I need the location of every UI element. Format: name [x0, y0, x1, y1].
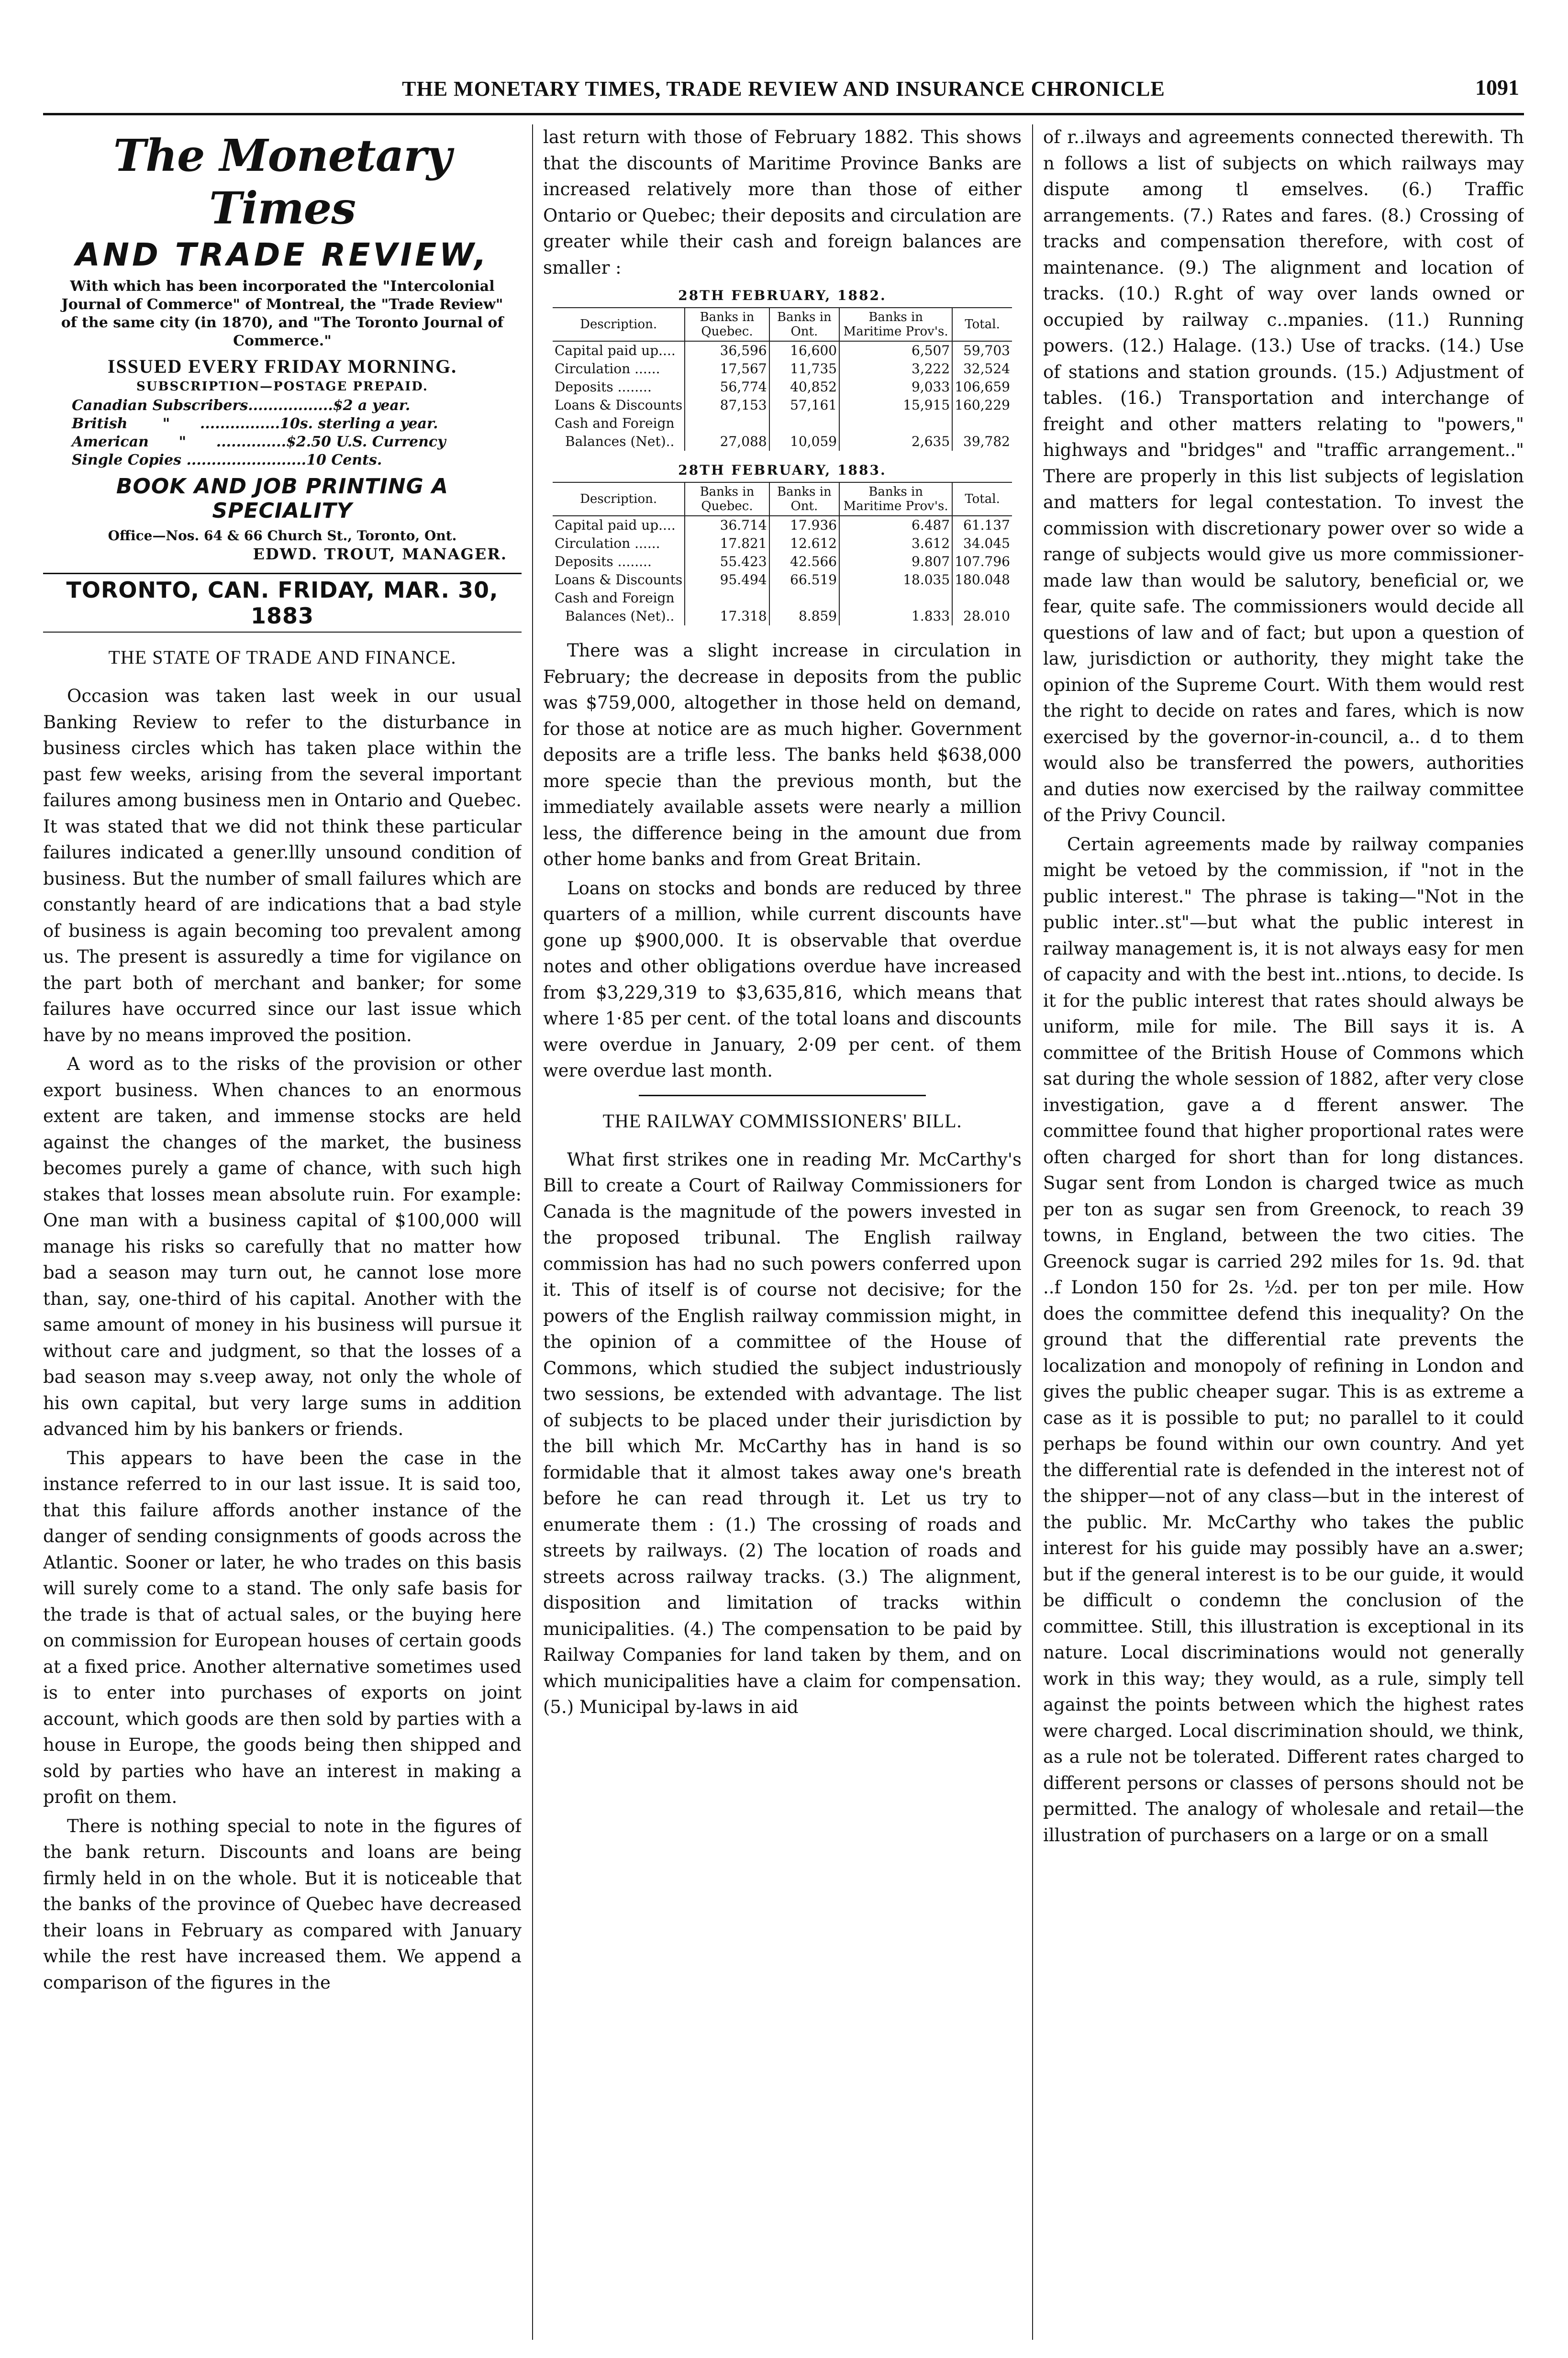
table-cell: 27,088	[685, 433, 769, 451]
row-label: Capital paid up....	[555, 517, 676, 533]
masthead-note: With which has been incorporated the "Intercolonial Journal of Commerce" of Montreal, the "Trade Review" of the same city (in 1870), and "The Toronto Journal of Commerce."	[61, 278, 504, 349]
article-heading-trade: THE STATE OF TRADE AND FINANCE.	[108, 646, 456, 668]
dateline: TORONTO, CAN. FRIDAY, MAR. 30, 1883	[66, 577, 499, 629]
column-rule-1	[532, 124, 533, 2340]
table-cell: 3.612	[839, 534, 952, 553]
table-cell: 15,915	[839, 396, 952, 414]
dateline-rule	[43, 632, 522, 633]
row-label: Circulation ......	[555, 535, 660, 551]
running-head	[43, 72, 1524, 110]
header-rule	[43, 113, 1524, 115]
table-row	[553, 607, 1012, 625]
table-cell: 57,161	[769, 396, 839, 414]
table-cell: 36.714	[685, 516, 769, 534]
masthead-name: The Monetary Times	[113, 130, 452, 234]
column-2	[543, 124, 1022, 2340]
column-3	[1043, 124, 1524, 2340]
row-label: Cash and Foreign	[555, 415, 675, 431]
column-header: Total.	[952, 308, 1012, 341]
table-cell: 18.035	[839, 571, 952, 589]
table-cell: 6.487	[839, 516, 952, 534]
table-cell: 11,735	[769, 360, 839, 378]
row-label: Loans & Discounts	[555, 397, 683, 413]
paragraph: There is nothing special to note in the figures of the bank return. Discounts and loans are being firmly held in on the whole. But it is noticeable that the banks of the province of Quebec have decreased their loans in February as compared with January while the rest have increased them. We append a comparison of the figures in the	[43, 1815, 522, 1993]
table-cell: 95.494	[685, 571, 769, 589]
table-1883-heading: 28TH FEBRUARY, 1883.	[678, 462, 887, 478]
column-header: Banks in Ont.	[769, 482, 839, 516]
table-cell: 10,059	[769, 433, 839, 451]
table-row	[553, 571, 1012, 589]
table-cell: 59,703	[952, 341, 1012, 360]
paragraph: There was a slight increase in circulation in February; the decrease in deposits from the public was $759,000, altogether in those held on demand, for those at notice are as much higher. Government deposits are a trifle less. The banks held $638,000 more specie than the previous month, but the immediately available assets were nearly a million less, the difference being in the amount due from other home banks and from Great Britain.	[543, 640, 1022, 869]
issued-line: ISSUED EVERY FRIDAY MORNING.	[107, 356, 457, 377]
rate-line: American " ..............$2.50 U.S. Currency	[72, 434, 446, 450]
table-row	[553, 589, 1012, 607]
table-cell: 6,507	[839, 341, 952, 360]
subscription-rates	[72, 397, 522, 469]
rate-line: Single Copies ........................10 Cents.	[72, 452, 382, 468]
table-cell: 16,600	[769, 341, 839, 360]
table-cell	[952, 589, 1012, 607]
paragraph: of r..ilways and agreements connected therewith. Th n follows a list of subjects on which railways may dispute among tl emselves. (6.) Traffic arrangements. (7.) Rates and fares. (8.) Crossing of tracks and compensation therefore, with cost of maintenance. (9.) The alignment and location of tracks. (10.) R.ght of way over lands owned or occupied by railway c..mpanies. (11.) Running powers. (12.) Halage. (13.) Use of tracks. (14.) Use of stations and station grounds. (15.) Adjustment of tables. (16.) Transportation and interchange of freight and other matters relating to "powers," highways and "bridges" and "traffic arrangement.." There are properly in this list subjects of legislation and matters for legal contestation. To invest the commission with discretionary power over so wide a range of subjects would give us more commissioner-made law than would be salutory, beneficial or, we fear, quite safe. The commissioners would decide all questions of law and of fact; but upon a question of law, jurisdiction or authority, they might take the opinion of the Supreme Court. With them would rest the right to decide on rates and fares, which is now exercised by the governor-in-council, a.. d to them would also be transferred the powers, authorities and duties now exercised by the railway committee of the Privy Council.	[1043, 127, 1524, 825]
table-cell	[839, 414, 952, 433]
table-cell: 55.423	[685, 553, 769, 571]
paragraph: This appears to have been the case in the instance referred to in our last issue. It is said too, that this failure affords another instance of the danger of sending consignments of goods across the Atlantic. Sooner or later, he who trades on this basis will surely come to a stand. The only safe basis for the trade is that of actual sales, or the buying here on commission for European houses of certain goods at a fixed price. Another alternative sometimes used is to enter into purchases of exports on joint account, which goods are then sold by parties with a house in Europe, the goods being then shipped and sold by parties who have an interest in making a profit on them.	[43, 1447, 522, 1807]
masthead-rule	[43, 573, 522, 574]
bank-table-1883	[553, 482, 1012, 625]
table-cell: 106,659	[952, 378, 1012, 396]
row-label: Balances (Net)..	[565, 434, 675, 449]
table-row	[553, 341, 1012, 360]
paragraph: Certain agreements made by railway companies might be vetoed by the commission, if "not in the public interest." The phrase is taking—"Not in the public inter..st"—but what the public interest in railway management is, it is not always easy for men of capacity and with the best int..ntions, to decide. Is it for the public interest that rates should always be uniform, mile for mile. The Bill says it is. A committee of the British House of Commons which sat during the whole session of 1882, after very close investigation, gave a d fferent answer. The committee found that higher proportional rates were often charged for short than for long distances. Sugar sent from London is charged twice as much per ton as sugar sen from Greenock, to reach 39 towns, in England, between the two cities. The Greenock sugar is carried 292 miles for 1s. 9d. that ..f London 150 for 2s. ½d. per ton per mile. How does the committee defend this inequality? On the ground that the differential rate prevents the localization and monopoly of refining in London and gives the public cheaper sugar. This is as extreme a case as it is possible to put; no parallel to it could perhaps be found within our own country. And yet the differential rate is defended in the interest not of the shipper—not of any class—but in the interest of the public. Mr. McCarthy who takes the public interest for his guide may possibly have an a.swer; but if the general interest is to be our guide, it would be difficult o condemn the conclusion of the committee. Still, this illustration is exceptional in its nature. Local discriminations would not generally work in this way; they would, as a rule, simply tell against the points between which the highest rates were charged. Local discrimination should, we think, as a rule not be tolerated. Different rates charged to different persons or classes of persons should not be permitted. The analogy of wholesale and retail—the illustration of purchasers on a large or on a small	[1043, 834, 1524, 1846]
rate-line: British " ................10s. sterling a year.	[72, 415, 438, 432]
table-row	[553, 360, 1012, 378]
column-header: Banks in Maritime Prov's.	[839, 308, 952, 341]
running-title: THE MONETARY TIMES, TRADE REVIEW AND INSURANCE CHRONICLE	[402, 77, 1165, 100]
table-cell: 36,596	[685, 341, 769, 360]
table-cell: 2,635	[839, 433, 952, 451]
column-header: Description.	[553, 482, 685, 516]
table-cell: 34.045	[952, 534, 1012, 553]
table-cell: 28.010	[952, 607, 1012, 625]
manager-line: EDWD. TROUT, MANAGER.	[253, 545, 507, 563]
row-label: Deposits ........	[555, 554, 652, 569]
newspaper-page	[43, 72, 1524, 2340]
paragraph: Loans on stocks and bonds are reduced by three quarters of a million, while current discounts have gone up $900,000. It is observable that overdue notes and other obligations overdue have increased from $3,229,319 to $3,635,816, which means that where 1·85 per cent. of the total loans and discounts were overdue in January, 2·09 per cent. of them were overdue last month.	[543, 878, 1022, 1081]
table-cell: 9.807	[839, 553, 952, 571]
table-cell: 107.796	[952, 553, 1012, 571]
table-cell	[952, 414, 1012, 433]
table-cell	[839, 589, 952, 607]
table-cell	[685, 414, 769, 433]
table-cell: 61.137	[952, 516, 1012, 534]
table-row	[553, 396, 1012, 414]
table-row	[553, 516, 1012, 534]
row-label: Loans & Discounts	[555, 572, 683, 588]
row-label: Capital paid up....	[555, 343, 676, 358]
column-header: Banks in Ont.	[769, 308, 839, 341]
table-row	[553, 553, 1012, 571]
table-cell: 1.833	[839, 607, 952, 625]
column-header: Total.	[952, 482, 1012, 516]
table-cell: 32,524	[952, 360, 1012, 378]
page-number: 1091	[1475, 75, 1519, 100]
table-cell: 40,852	[769, 378, 839, 396]
table-row	[553, 534, 1012, 553]
paragraph: last return with those of February 1882. This shows that the discounts of Maritime Province Banks are increased relatively more than those of either Ontario or Quebec; their deposits and circulation are greater while their cash and foreign balances are smaller :	[543, 127, 1022, 278]
row-label: Cash and Foreign	[555, 590, 675, 606]
table-1882-heading: 28TH FEBRUARY, 1882.	[678, 288, 887, 303]
table-cell: 17.936	[769, 516, 839, 534]
column-header: Banks in Maritime Prov's.	[839, 482, 952, 516]
row-label: Balances (Net)..	[565, 608, 675, 624]
table-cell	[769, 414, 839, 433]
table-row	[553, 414, 1012, 433]
paragraph: Occasion was taken last week in our usual Banking Review to refer to the disturbance in business circles which has taken place within the past few weeks, arising from the several important failures among business men in Ontario and Quebec. It was stated that we did not think these particular failures indicated a gener.llly unsound condition of business. But the number of small failures which are constantly heard of are indications that a bad style of business is again becoming too prevalent among us. The present is assuredly a time for vigilance on the part both of merchant and banker; for some failures have occurred since our last issue which have by no means improved the position.	[43, 686, 522, 1046]
column-header: Description.	[553, 308, 685, 341]
table-cell: 66.519	[769, 571, 839, 589]
column-header: Banks in Quebec.	[685, 482, 769, 516]
table-cell: 56,774	[685, 378, 769, 396]
table-cell: 180.048	[952, 571, 1012, 589]
table-cell: 8.859	[769, 607, 839, 625]
bank-table-1882	[553, 307, 1012, 451]
book-job-printing: BOOK AND JOB PRINTING A SPECIALITY	[116, 474, 449, 523]
paragraph: What first strikes one in reading Mr. McCarthy's Bill to create a Court of Railway Commissioners for Canada is the magnitude of the powers invested in the proposed tribunal. The English railway commission has had no such powers conferred upon it. This of itself is of course not decisive; for the powers of the English railway commission might, in the opinion of a committee of the House of Commons, which studied the subject industriously two sessions, be extended with advantage. The list of subjects to be placed under their jurisdiction by the bill which Mr. McCarthy has in hand is so formidable that it almost takes away one's breath before he can read through it. Let us try to enumerate them : (1.) The crossing of roads and streets by railways. (2) The location of roads and streets across railway tracks. (3.) The alignment, disposition and limitation of tracks within municipalities. (4.) The compensation to be paid by Railway Companies for land taken by them, and on which municipalities have a claim for compensation. (5.) Municipal by-laws in aid	[543, 1149, 1022, 1717]
table-row	[553, 433, 1012, 451]
table-cell: 3,222	[839, 360, 952, 378]
article-heading-railway: THE RAILWAY COMMISSIONERS' BILL.	[602, 1110, 962, 1132]
table-cell: 39,782	[952, 433, 1012, 451]
office-address: Office—Nos. 64 & 66 Church St., Toronto, Ont.	[108, 528, 457, 544]
subscription-heading: SUBSCRIPTION—POSTAGE PREPAID.	[136, 379, 428, 394]
row-label: Circulation ......	[555, 361, 660, 377]
table-cell	[769, 589, 839, 607]
column-rule-2	[1032, 124, 1033, 2340]
column-1	[43, 124, 522, 2340]
column-header: Banks in Quebec.	[685, 308, 769, 341]
table-cell: 12.612	[769, 534, 839, 553]
row-label: Deposits ........	[555, 379, 652, 395]
article-separator	[639, 1095, 926, 1096]
table-cell: 17,567	[685, 360, 769, 378]
table-cell: 42.566	[769, 553, 839, 571]
table-cell: 160,229	[952, 396, 1012, 414]
table-cell	[685, 589, 769, 607]
table-cell: 87,153	[685, 396, 769, 414]
rate-line: Canadian Subscribers.................$2 a year.	[72, 397, 411, 414]
table-cell: 17.318	[685, 607, 769, 625]
paragraph: A word as to the risks of the provision or other export business. When chances to an enormous extent are taken, and immense stocks are held against the changes of the market, the business becomes purely a game of chance, with such high stakes that losses mean absolute ruin. For example: One man with a business capital of $100,000 will manage his risks so carefully that no matter how bad a season may turn out, he cannot lose more than, say, one-third of his capital. Another with the same amount of money in his business will pursue it without care and judgment, so that the losses of a bad season may s.veep away, not only the whole of his own capital, but very large sums in addition advanced him by his bankers or friends.	[43, 1054, 522, 1439]
table-cell: 9,033	[839, 378, 952, 396]
masthead-subtitle: AND TRADE REVIEW,	[75, 236, 489, 273]
table-row	[553, 378, 1012, 396]
table-cell: 17.821	[685, 534, 769, 553]
